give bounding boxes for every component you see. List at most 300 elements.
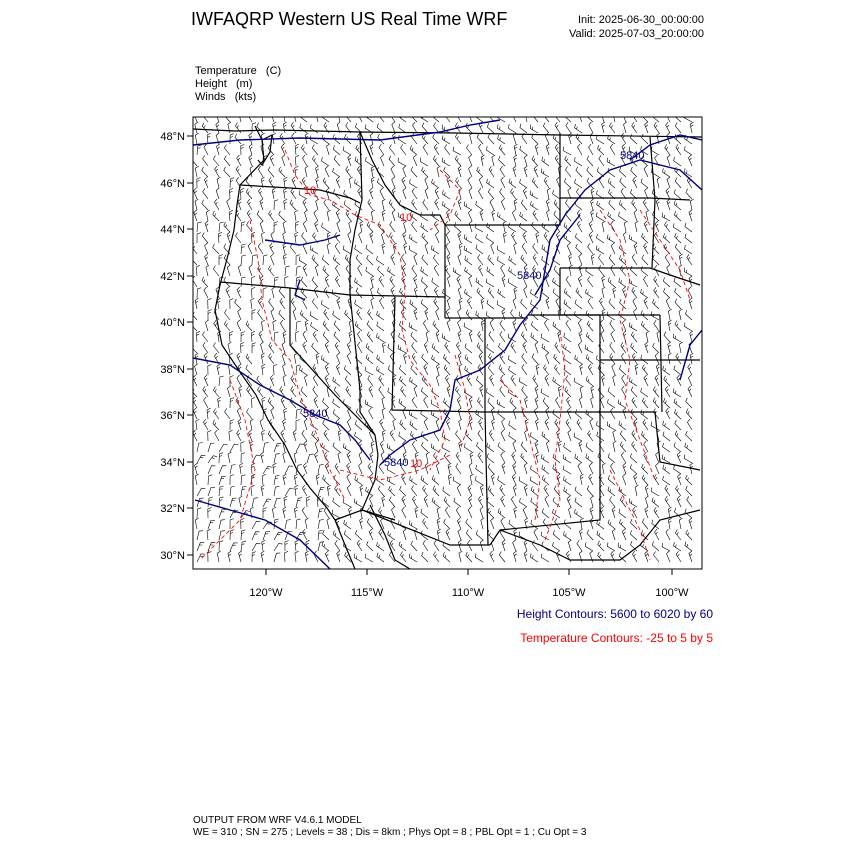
wind-barb: [400, 376, 407, 386]
wind-barb: [283, 254, 286, 265]
wind-barb: [590, 419, 593, 430]
wind-barb: [401, 386, 406, 397]
wind-barb: [326, 188, 329, 199]
wind-barb: [464, 202, 472, 210]
nd-sd-border: [560, 198, 690, 200]
wind-barb: [486, 279, 494, 288]
height-contour-legend: Height Contours: 5600 to 6020 by 60: [516, 607, 713, 621]
wind-barb: [283, 243, 286, 254]
wind-barb: [599, 265, 604, 276]
wind-barb: [252, 532, 260, 540]
wind-barb: [530, 553, 538, 562]
wind-barb: [312, 299, 318, 310]
wind-barb: [335, 540, 340, 551]
wind-barb: [454, 222, 461, 232]
wind-barb: [357, 309, 362, 320]
wind-barb: [370, 133, 373, 144]
wind-barb: [295, 166, 299, 177]
wind-barb: [547, 188, 550, 199]
wind-barb: [600, 507, 604, 518]
wind-barb: [519, 377, 527, 386]
wind-barb: [457, 485, 461, 496]
wind-barb: [377, 553, 384, 562]
wind-barb: [437, 518, 440, 529]
wind-barb: [370, 452, 373, 463]
wind-barb: [578, 276, 582, 287]
wind-barb: [663, 432, 670, 441]
wind-barb: [273, 463, 277, 474]
wind-barb: [388, 365, 395, 375]
wind-barb: [355, 245, 362, 254]
wind-barb: [217, 177, 220, 188]
wind-barb: [500, 386, 505, 397]
wind-barb: [646, 210, 649, 221]
wind-barb: [641, 431, 648, 441]
wind-barb: [664, 332, 670, 342]
wind-barb: [425, 309, 428, 320]
wind-barb: [437, 529, 440, 540]
wind-barb: [685, 542, 692, 551]
wind-barb: [409, 234, 417, 243]
wind-barb: [642, 365, 648, 376]
wind-barb: [421, 387, 428, 397]
wind-barb: [333, 255, 340, 265]
wind-barb: [498, 410, 505, 419]
wind-barb: [541, 554, 549, 563]
wind-barb: [687, 496, 692, 507]
wind-barb: [327, 232, 330, 243]
wind-barb: [434, 221, 439, 232]
wind-barb: [295, 551, 299, 562]
wind-barb: [279, 288, 285, 298]
wind-barb: [360, 485, 363, 496]
wind-barb: [241, 518, 245, 529]
wind-barb: [333, 145, 340, 155]
east-state-line-2: [660, 315, 662, 412]
wind-barb: [296, 420, 300, 431]
valid-time: Valid: 2025-07-03_20:00:00: [569, 28, 704, 40]
wind-barb: [509, 179, 516, 188]
wind-barb: [422, 134, 428, 144]
wind-barb: [564, 333, 571, 342]
wind-barb: [410, 300, 417, 309]
wind-barb: [478, 430, 483, 441]
wind-barb: [323, 332, 329, 342]
wind-barb: [291, 386, 296, 397]
wind-barb: [602, 463, 605, 474]
wind-barb: [421, 212, 429, 221]
wind-barb: [641, 355, 648, 364]
wind-barb: [565, 387, 571, 397]
wind-barb: [323, 475, 330, 485]
wind-barb: [191, 156, 197, 166]
wind-barb: [523, 342, 527, 353]
wind-barb: [274, 364, 278, 375]
wind-barb: [653, 211, 660, 221]
wind-barb: [490, 375, 494, 386]
wind-barb: [445, 265, 450, 276]
wind-barb: [218, 397, 222, 408]
wind-barb: [509, 256, 516, 265]
wind-barb: [553, 134, 560, 144]
wind-barb: [555, 155, 560, 166]
wind-barb: [402, 254, 407, 265]
wind-barb: [398, 345, 406, 353]
wind-barb: [456, 452, 461, 463]
wind-barb: [675, 244, 681, 254]
wind-barb: [521, 442, 527, 452]
wind-barb: [423, 540, 428, 551]
wind-barb: [534, 166, 538, 177]
wind-barb: [313, 331, 318, 342]
wind-barb: [207, 529, 211, 540]
wind-barb: [531, 201, 539, 210]
wind-barb: [553, 289, 560, 299]
wind-barb: [497, 400, 505, 408]
wind-barb: [246, 365, 252, 375]
wind-barb: [556, 298, 560, 309]
wind-barb: [193, 375, 197, 386]
wind-barb: [497, 124, 505, 133]
wind-barb: [315, 441, 318, 452]
wind-barb: [263, 288, 267, 298]
wind-barb: [225, 310, 231, 321]
wind-barb: [514, 243, 517, 254]
wind-barb: [274, 454, 280, 463]
wind-barb: [498, 135, 505, 144]
wind-barb: [247, 221, 252, 232]
wind-barb: [377, 311, 384, 320]
wind-barb: [191, 387, 197, 397]
wind-barb: [467, 298, 472, 309]
wind-barb: [237, 375, 241, 386]
wind-barb: [501, 177, 505, 188]
wind-barb: [566, 276, 571, 287]
wind-barb: [323, 178, 329, 188]
wind-barb: [270, 155, 274, 166]
wind-barb: [502, 276, 505, 287]
wind-barb: [403, 232, 406, 243]
wind-barb: [553, 377, 560, 386]
wind-barb: [370, 188, 373, 199]
wind-barb: [377, 322, 384, 331]
wind-barb: [333, 409, 340, 419]
wind-barb: [666, 298, 670, 309]
wind-barb: [479, 144, 484, 155]
wind-barb: [481, 518, 484, 529]
wind-barb: [674, 409, 681, 419]
wind-barb: [641, 388, 648, 397]
wind-barb: [566, 166, 572, 177]
wind-barb: [644, 243, 648, 254]
wind-barb: [295, 232, 299, 243]
wind-barb: [284, 408, 287, 419]
wind-barb: [675, 123, 681, 134]
wind-barb: [219, 476, 226, 485]
wind-barb: [285, 488, 294, 496]
wind-barb: [555, 342, 560, 353]
wind-barb: [263, 531, 270, 540]
wind-barb: [465, 355, 472, 365]
wind-barb: [378, 266, 384, 276]
wind-barb: [651, 422, 659, 430]
wind-barb: [544, 320, 549, 331]
wind-barb: [608, 475, 615, 485]
wind-barb: [204, 397, 208, 408]
wind-barb: [356, 288, 362, 298]
wind-barb: [679, 254, 682, 265]
wind-barb: [444, 167, 450, 177]
wind-barb: [524, 166, 527, 177]
wind-barb: [203, 155, 208, 166]
wind-barb: [425, 463, 428, 474]
wind-barb: [322, 223, 329, 232]
wind-barb: [679, 518, 682, 529]
wind-barb: [230, 188, 234, 199]
wind-barb: [355, 278, 362, 287]
wind-barb: [413, 155, 417, 166]
wind-barb: [466, 519, 472, 529]
wind-barb: [283, 122, 286, 133]
wind-barb: [656, 452, 659, 463]
wind-barb: [477, 343, 483, 353]
wind-barb: [607, 542, 615, 551]
wind-barb: [369, 529, 373, 540]
wind-barb: [392, 122, 395, 133]
wind-barb: [619, 167, 626, 177]
wind-barb: [546, 298, 549, 309]
wind-barb: [194, 210, 197, 221]
wind-barb: [497, 301, 505, 310]
wind-barb: [644, 166, 648, 177]
wind-barb: [410, 179, 418, 188]
wind-barb: [685, 310, 692, 320]
wind-barb: [531, 465, 539, 474]
wind-barb: [335, 485, 340, 496]
wind-barb: [447, 386, 450, 397]
lon-label: 110°W: [451, 587, 485, 599]
wind-barb: [609, 200, 615, 210]
wind-barb: [367, 255, 373, 265]
wind-barb: [366, 267, 373, 276]
wind-barb: [246, 354, 252, 364]
wind-barb: [531, 321, 538, 331]
wind-barb: [488, 464, 494, 474]
wind-barb: [284, 496, 288, 507]
wind-barb: [663, 465, 670, 474]
wind-barb: [503, 221, 506, 232]
wind-barb: [556, 551, 560, 562]
wind-barb: [202, 167, 208, 177]
wind-barb: [663, 277, 670, 287]
wind-barb: [545, 496, 549, 507]
wind-barb: [261, 342, 264, 353]
wind-barb: [285, 266, 290, 276]
wind-barb: [262, 430, 265, 441]
lon-label: 120°W: [249, 587, 283, 599]
wind-barb: [249, 265, 252, 276]
wind-barb: [530, 191, 538, 199]
wind-barb: [567, 243, 571, 254]
wind-barb: [524, 485, 527, 496]
field-height: Height (m): [195, 78, 253, 90]
wind-barb: [657, 331, 660, 342]
wind-barb: [478, 331, 483, 342]
wind-barb: [314, 287, 318, 298]
wind-barb: [368, 375, 373, 386]
wind-barb: [553, 190, 560, 199]
wind-barb: [689, 210, 692, 221]
wind-barb: [382, 397, 385, 408]
wind-barb: [690, 331, 693, 342]
wind-barb: [479, 353, 483, 364]
wind-barb: [345, 310, 351, 320]
wind-barb: [489, 430, 494, 441]
wind-barb: [509, 520, 516, 529]
wind-barb: [261, 551, 264, 562]
wind-barb: [293, 430, 296, 441]
wind-barb: [642, 134, 648, 144]
wind-barb: [500, 353, 505, 364]
wind-barb: [588, 243, 593, 254]
wind-barb: [568, 540, 571, 551]
wind-barb: [365, 400, 373, 408]
wind-barb: [479, 177, 483, 188]
wind-barb: [196, 265, 200, 276]
lat-label: 36°N: [160, 410, 185, 422]
wind-barb: [466, 530, 472, 541]
wind-barb: [564, 443, 571, 452]
wind-barb: [543, 398, 549, 408]
wind-barb: [248, 243, 252, 254]
wind-barb: [536, 452, 539, 463]
wind-barb: [226, 287, 230, 298]
wind-barb: [541, 454, 549, 463]
wind-barb: [206, 265, 209, 276]
wind-barb: [577, 540, 582, 551]
wind-barb: [544, 232, 549, 243]
wind-barb: [591, 210, 594, 221]
wind-barb: [337, 353, 340, 364]
wind-barb: [195, 474, 198, 485]
wind-barb: [312, 431, 318, 441]
wind-barb: [675, 299, 681, 309]
wind-barb: [620, 431, 626, 442]
wind-barb: [453, 147, 461, 155]
wind-barb: [296, 519, 301, 529]
wind-barb: [487, 179, 494, 188]
wind-barb: [675, 321, 681, 331]
wind-barb: [576, 167, 582, 177]
wind-barb: [663, 366, 670, 375]
wind-barb: [631, 343, 637, 353]
wind-barb: [371, 276, 374, 287]
wind-barb: [382, 210, 385, 221]
wind-barb: [620, 497, 626, 508]
wind-barb: [490, 551, 494, 562]
wind-barb: [217, 298, 220, 309]
wind-barb: [195, 122, 198, 133]
wind-barb: [618, 400, 626, 409]
wind-barb: [263, 442, 269, 452]
wind-barb: [412, 265, 417, 276]
wind-barb: [391, 254, 395, 265]
wind-barb: [219, 541, 223, 551]
wind-barb: [458, 529, 461, 540]
wind-barb: [610, 320, 615, 331]
wind-barb: [229, 430, 233, 441]
wind-barb: [431, 245, 439, 254]
wind-barb: [675, 288, 681, 298]
wind-barb: [653, 387, 659, 398]
wind-barb: [579, 397, 582, 408]
wind-barb: [208, 552, 212, 563]
wind-barb: [423, 144, 428, 155]
wind-barb: [447, 320, 450, 331]
wind-barb: [432, 498, 439, 508]
wind-barb: [488, 365, 494, 376]
wind-barb: [487, 498, 494, 508]
wind-barb: [251, 331, 255, 342]
wind-barb: [236, 166, 241, 177]
wind-barb: [663, 168, 671, 177]
wind-barb: [252, 521, 260, 529]
wind-barb: [632, 287, 637, 298]
wind-barb: [269, 210, 274, 221]
wind-barb: [468, 408, 472, 419]
wind-barb: [590, 507, 593, 518]
wind-barb: [399, 333, 406, 342]
wind-barb: [635, 485, 638, 496]
wind-barb: [542, 289, 549, 298]
wind-barb: [663, 233, 670, 243]
wind-barb: [665, 221, 671, 232]
wind-barb: [464, 443, 472, 452]
wind-barb: [578, 111, 582, 122]
wind-barb: [411, 332, 417, 342]
wind-barb: [459, 551, 462, 562]
wind-barb: [664, 288, 671, 298]
wind-barb: [487, 267, 494, 276]
wind-barb: [432, 179, 439, 188]
wind-barb: [333, 168, 340, 177]
wind-barb: [333, 498, 340, 507]
wind-barb: [623, 232, 626, 243]
wind-barb: [324, 430, 329, 441]
wind-barb: [619, 365, 626, 375]
wind-barb: [512, 232, 517, 243]
wind-barb: [217, 144, 220, 155]
wind-barb: [282, 342, 285, 353]
wind-barb: [213, 244, 219, 254]
wind-barb: [608, 399, 616, 408]
wind-barb: [635, 364, 638, 375]
wind-barb: [631, 167, 637, 177]
wind-barb: [470, 452, 473, 463]
wind-barb: [469, 419, 472, 430]
wind-barb: [225, 408, 230, 419]
wind-barb: [230, 498, 237, 507]
wind-barb: [575, 179, 582, 188]
wind-barb: [690, 353, 693, 364]
wind-barb: [654, 287, 659, 298]
wind-barb: [393, 419, 396, 430]
wind-barb: [678, 474, 681, 485]
wind-barb: [410, 476, 417, 485]
wind-barb: [310, 136, 318, 145]
wind-barb: [192, 243, 197, 254]
wind-barb: [208, 310, 212, 320]
